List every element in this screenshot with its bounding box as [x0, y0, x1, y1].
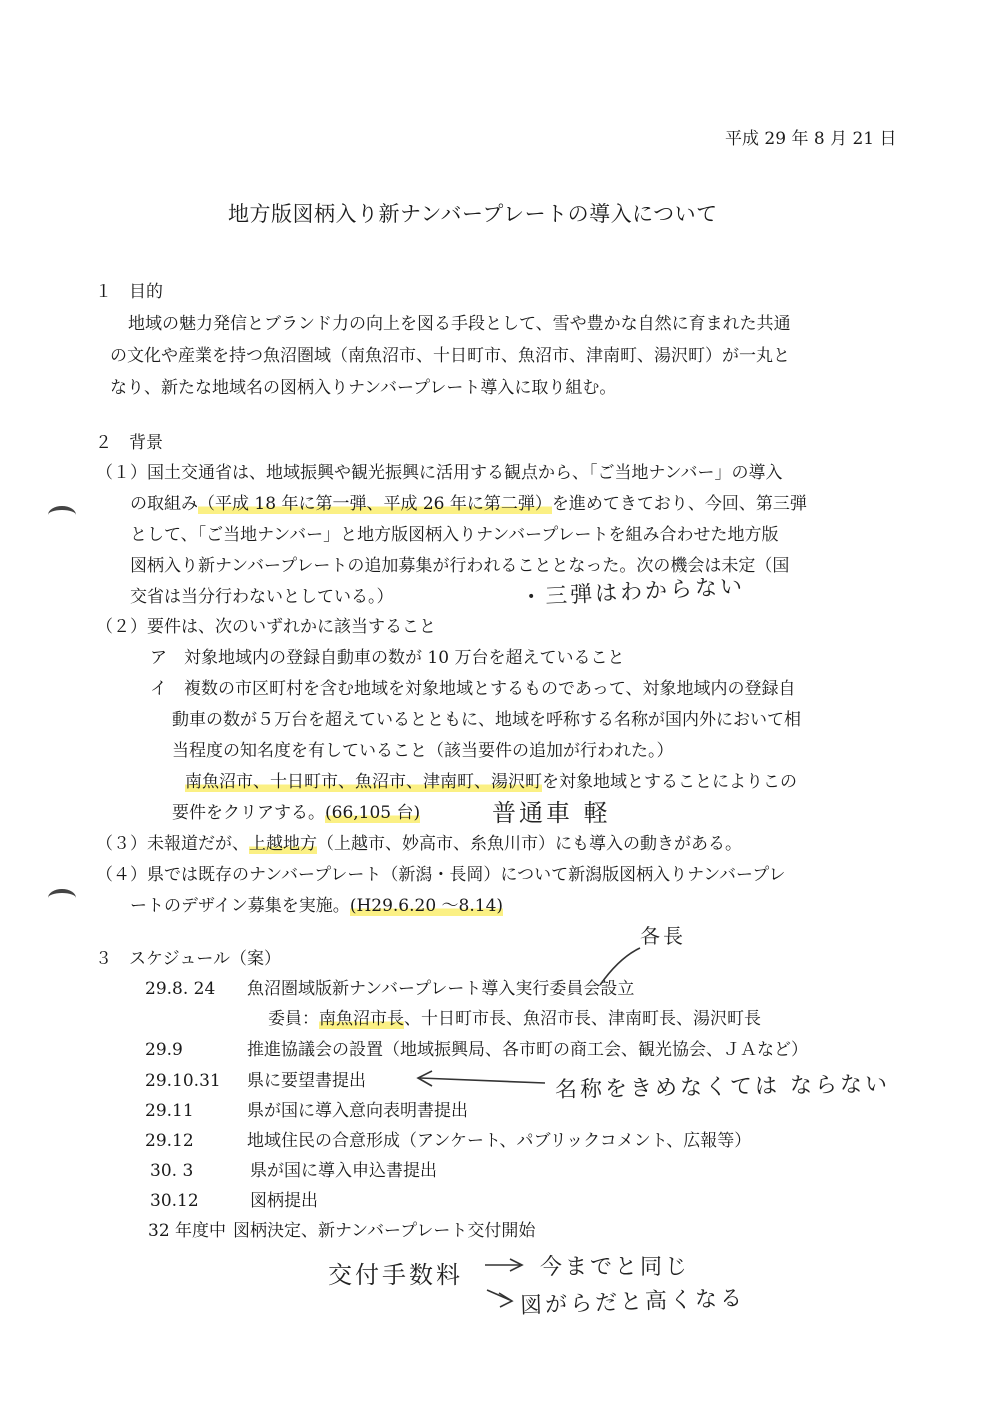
text: 委員：: [268, 1009, 319, 1029]
schedule-item: 図柄決定、新ナンバープレート交付開始: [233, 1221, 536, 1241]
highlighted-text: (H29.6.20 〜8.14): [349, 896, 504, 916]
highlighted-text: 上越地方: [249, 834, 317, 854]
item-1-line: として、「ご当地ナンバー」と地方版図柄入りナンバープレートを組み合わせた地方版: [130, 525, 779, 545]
document-title: 地方版図柄入り新ナンバープレートの導入について: [228, 202, 718, 226]
text: の取組み: [130, 494, 198, 514]
highlighted-text: （平成 18 年に第一弾、平成 26 年に第二弾）: [198, 494, 552, 514]
schedule-item: 魚沼圏域版新ナンバープレート導入実行委員会設立: [247, 979, 635, 999]
schedule-item: 図柄提出: [250, 1191, 318, 1211]
handwritten-note: 図がらだと高くなる: [519, 1286, 746, 1319]
section-1-line: の文化や産業を持つ魚沼圏域（南魚沼市、十日町市、魚沼市、津南町、湯沢町）が一丸と: [110, 346, 790, 366]
document-date: 平成 29 年 8 月 21 日: [725, 129, 897, 149]
highlighted-text: 南魚沼市長: [319, 1009, 404, 1029]
schedule-date: 29.12: [145, 1131, 194, 1151]
item-2-line: （２）要件は、次のいずれかに該当すること: [96, 617, 436, 637]
section-2-heading: ２ 背景: [95, 433, 163, 453]
text: 要件をクリアする。: [172, 803, 325, 823]
schedule-item: 地域住民の合意形成（アンケート、パブリックコメント、広報等）: [247, 1131, 752, 1151]
highlighted-text: (66,105 台): [325, 803, 421, 823]
highlighted-text: 南魚沼市、十日町市、魚沼市、津南町、湯沢町: [185, 772, 542, 792]
item-4-line: （４）県では既存のナンバープレート（新潟・長岡）について新潟版図柄入りナンバープレ: [96, 865, 786, 885]
item-1-line: 図柄入り新ナンバープレートの追加募集が行われることとなった。次の機会は未定（国: [130, 556, 790, 576]
schedule-date: 29.10.31: [145, 1071, 221, 1091]
item-2-i: イ 複数の市区町村を含む地域を対象地域とするものであって、対象地域内の登録自: [150, 679, 796, 699]
text: （上越市、妙高市、糸魚川市）にも導入の動きがある。: [317, 834, 742, 854]
section-1-line: 地域の魅力発信とブランド力の向上を図る手段として、雪や豊かな自然に育まれた共通: [128, 314, 791, 334]
schedule-date: 29.11: [145, 1101, 194, 1121]
schedule-item: 県が国に導入意向表明書提出: [247, 1101, 468, 1121]
handwritten-note: 交付手数料: [328, 1261, 463, 1289]
text: 、十日町市長、魚沼市長、津南町長、湯沢町長: [404, 1009, 761, 1029]
handwritten-note: 各長: [640, 924, 686, 948]
section-1-heading: １ 目的: [95, 282, 163, 302]
item-1-line: （１）国土交通省は、地域振興や観光振興に活用する観点から、「ご当地ナンバー」の導入: [96, 463, 783, 483]
schedule-item: 推進協議会の設置（地域振興局、各市町の商工会、観光協会、ＪＡなど）: [247, 1040, 808, 1060]
item-2-i: 当程度の知名度を有していること（該当要件の追加が行われた。）: [172, 741, 674, 761]
schedule-date: 32 年度中: [148, 1221, 227, 1241]
section-1-line: なり、新たな地域名の図柄入りナンバープレート導入に取り組む。: [110, 378, 617, 398]
schedule-date: 29.9: [145, 1040, 183, 1060]
text: （３）未報道だが、: [96, 834, 249, 854]
schedule-date: 29.8. 24: [145, 979, 216, 999]
section-3-heading: ３ スケジュール（案）: [95, 949, 281, 969]
schedule-item: 県が国に導入申込書提出: [250, 1161, 437, 1181]
handwritten-note: 普通車 軽: [492, 799, 611, 827]
item-2-i: 動車の数が５万台を超えているとともに、地域を呼称する名称が国内外において相: [172, 710, 801, 730]
item-2-a: ア 対象地域内の登録自動車の数が 10 万台を超えていること: [150, 648, 625, 668]
item-1-line: 交省は当分行わないとしている。）: [130, 587, 394, 607]
handwritten-note: 名称をきめなくては ならない: [554, 1072, 891, 1103]
schedule-date: 30.12: [150, 1191, 199, 1211]
text: を対象地域とすることによりこの: [542, 772, 797, 792]
schedule-date: 30. 3: [150, 1161, 194, 1181]
handwritten-note: 今までと同じ: [540, 1255, 691, 1280]
handwritten-note: ・三弾はわからない: [519, 574, 746, 611]
schedule-item: 県に要望書提出: [247, 1071, 366, 1091]
text: を進めてきており、今回、第三弾: [551, 494, 807, 514]
text: ートのデザイン募集を実施。: [130, 896, 350, 916]
